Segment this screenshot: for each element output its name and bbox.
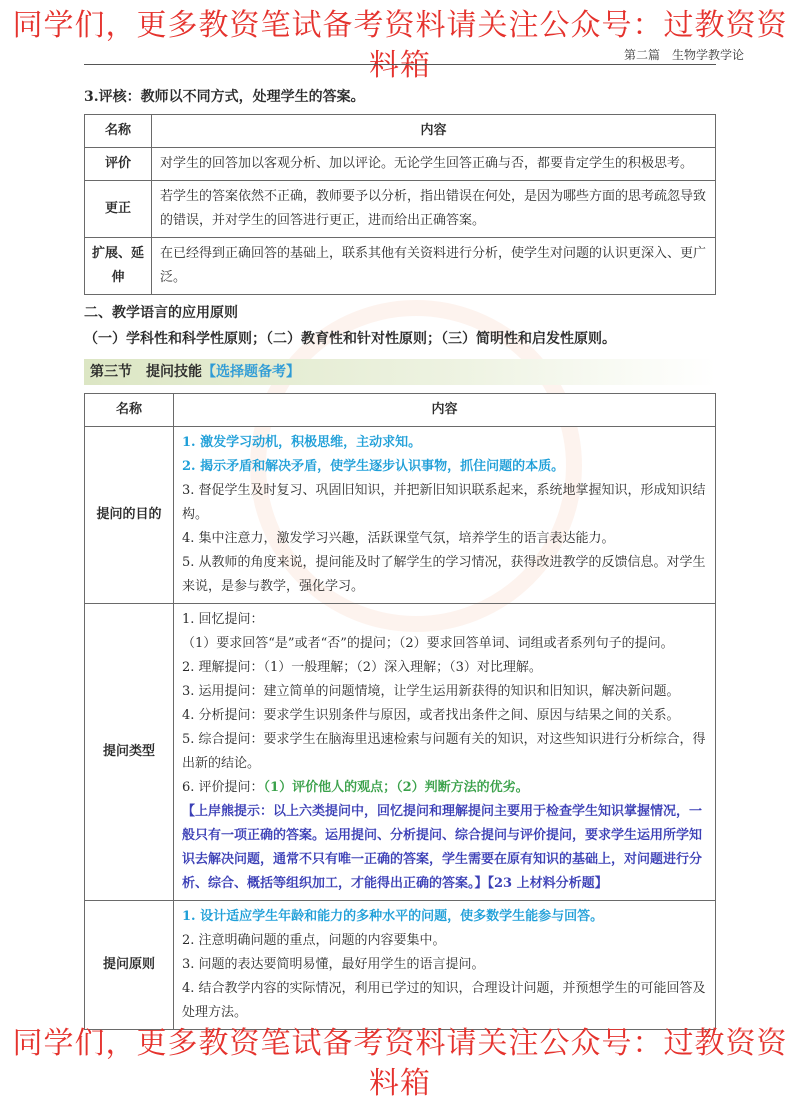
section-tag: 【选择题备考】 <box>202 364 300 380</box>
col-content-header: 内容 <box>152 115 716 148</box>
questioning-table <box>84 393 716 1030</box>
bottom-promo-banner: 同学们，更多教资笔试备考资料请关注公众号：过教资资料箱 <box>12 1026 788 1101</box>
principles-text: （一）学科性和科学性原则；（二）教育性和针对性原则；（三）简明性和启发性原则。 <box>84 331 616 347</box>
list-item: 3. 督促学生及时复习、巩固旧知识，并把新旧知识联系起来，系统地掌握知识，形成知识结构。 <box>182 483 706 522</box>
list-item: 3. 运用提问：建立简单的问题情境，让学生运用新获得的知识和旧知识，解决新问题。 <box>182 684 680 699</box>
row-name: 提问的目的 <box>85 427 174 604</box>
list-item: 4. 集中注意力，激发学习兴趣，活跃课堂气氛，培养学生的语言表达能力。 <box>182 531 615 546</box>
list-item: 1. 激发学习动机，积极思维，主动求知。 <box>182 435 422 450</box>
eval-part-2: （2）判断方法的优劣。 <box>396 780 529 795</box>
table-row <box>85 181 716 238</box>
tip-note: 【上岸熊提示：以上六类提问中，回忆提问和理解提问主要用于检查学生知识掌握情况，一般只有一项正确的答案。运用提问、分析提问、综合提问与评价提问，要求学生运用所学知识去解决问题，通常不只有唯一正确的答案，学生需要在原有知识的基础上，对问题进行分析、综合、概括等组织加工，才能得出正确的答案。】【23 上材料分析题】 <box>182 804 703 891</box>
table-row <box>85 238 716 295</box>
evaluation-table <box>84 114 716 295</box>
row-content: 若学生的答案依然不正确，教师要予以分析，指出错误在何处，是因为哪些方面的思考疏忽导致的错误，并对学生的回答进行更正，进而给出正确答案。 <box>152 181 716 238</box>
list-item: 2. 揭示矛盾和解决矛盾，使学生逐步认识事物，抓住问题的本质。 <box>182 459 565 474</box>
top-promo-banner: 同学们，更多教资笔试备考资料请关注公众号：过教资资料箱 <box>12 8 788 83</box>
table-row <box>85 604 716 901</box>
table-row <box>85 901 716 1030</box>
row-name: 更正 <box>85 181 152 238</box>
evaluation-title: 3.评核：教师以不同方式，处理学生的答案。 <box>84 89 365 105</box>
row-name: 扩展、延伸 <box>85 238 152 295</box>
list-item: 4. 分析提问：要求学生识别条件与原因，或者找出条件之间、原因与结果之间的关系。 <box>182 708 680 723</box>
col-name-header: 名称 <box>85 115 152 148</box>
row-content <box>174 901 716 1030</box>
page-content <box>84 78 716 1030</box>
row-name: 提问类型 <box>85 604 174 901</box>
row-content: 对学生的回答加以客观分析、加以评论。无论学生回答正确与否，都要肯定学生的积极思考。 <box>152 148 716 181</box>
list-item: 1. 回忆提问： <box>182 612 264 627</box>
table-header-row <box>85 115 716 148</box>
row-content <box>174 427 716 604</box>
table-row <box>85 427 716 604</box>
table-header-row <box>85 394 716 427</box>
list-item: 1. 设计适应学生年龄和能力的多种水平的问题，使多数学生能参与回答。 <box>182 909 604 924</box>
list-item: （1）要求回答“是”或者“否”的提问；（2）要求回答单词、词组或者系列句子的提问。 <box>182 636 674 651</box>
row-content <box>174 604 716 901</box>
row-name: 评价 <box>85 148 152 181</box>
chapter-header: 第二篇 生物学教学论 <box>623 48 744 62</box>
list-item: 2. 理解提问：（1）一般理解；（2）深入理解；（3）对比理解。 <box>182 660 542 675</box>
header-divider <box>84 64 716 65</box>
col-name-header: 名称 <box>85 394 174 427</box>
eval-prefix: 6. 评价提问： <box>182 780 264 795</box>
list-item: 5. 综合提问：要求学生在脑海里迅速检索与问题有关的知识，对这些知识进行分析综合，得出新的结论。 <box>182 732 706 771</box>
principles-heading: 二、教学语言的应用原则 <box>84 305 238 321</box>
section-title: 第三节 提问技能 <box>90 364 202 380</box>
list-item: 3. 问题的表达要简明易懂，最好用学生的语言提问。 <box>182 957 485 972</box>
row-content: 在已经得到正确回答的基础上，联系其他有关资料进行分析，使学生对问题的认识更深入、更广泛。 <box>152 238 716 295</box>
section-title-bar <box>84 359 716 385</box>
table-row <box>85 148 716 181</box>
list-item: 4. 结合教学内容的实际情况，利用已学过的知识，合理设计问题，并预想学生的可能回答及处理方法。 <box>182 981 706 1020</box>
list-item: 2. 注意明确问题的重点，问题的内容要集中。 <box>182 933 446 948</box>
list-item <box>182 776 707 800</box>
eval-part-1: （1）评价他人的观点； <box>263 780 397 795</box>
col-content-header: 内容 <box>174 394 716 427</box>
list-item: 5. 从教师的角度来说，提问能及时了解学生的学习情况，获得改进教学的反馈信息。对学生来说，是参与教学，强化学习。 <box>182 555 706 594</box>
row-name: 提问原则 <box>85 901 174 1030</box>
